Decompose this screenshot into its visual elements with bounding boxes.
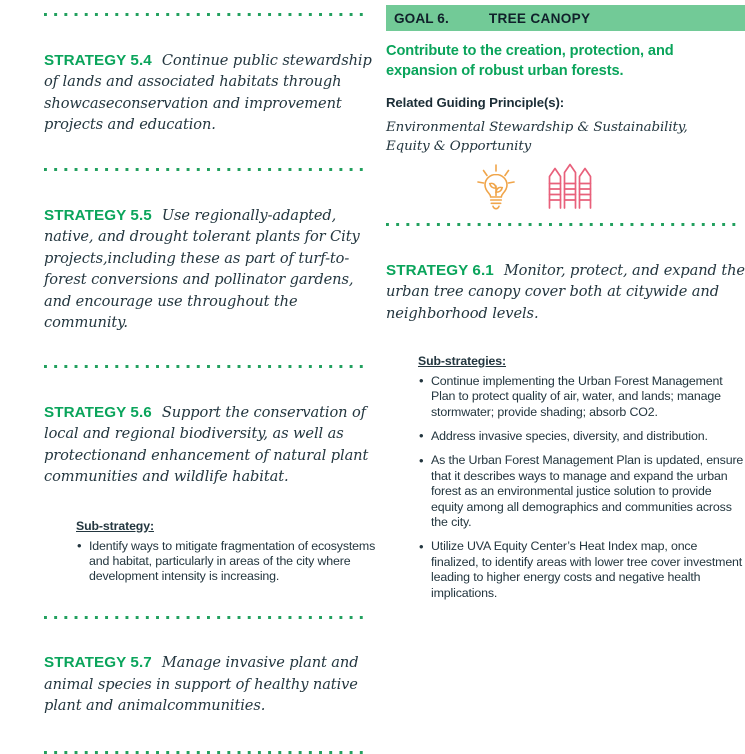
list-item-text: Identify ways to mitigate fragmentation of ecosystems and habitat, particularly in areas of the city where development intensity is increasing. — [89, 538, 376, 584]
sub-strategy-list-5-6 — [76, 539, 376, 585]
list-item-text: Continue implementing the Urban Forest Management Plan to protect quality of air, water, and lands; manage stormwater; provide shading; absorb CO2. — [431, 373, 723, 419]
equity-bars-icon — [541, 162, 599, 215]
strategy-block-5-6 — [44, 402, 376, 585]
bullet-icon: • — [419, 428, 424, 444]
sub-strategy-section-5-6 — [44, 519, 376, 585]
guiding-principle-icons — [386, 165, 686, 215]
strategy-text-5-5 — [44, 205, 376, 334]
strategy-description-5-4: Continue public stewardship of lands and associated habitats through showcaseconservation and improvement projects and education. — [44, 51, 372, 134]
related-guiding-principles-heading: Related Guiding Principle(s): — [386, 95, 565, 110]
strategy-label-5-4: STRATEGY 5.4 — [44, 51, 152, 69]
related-guiding-principles-value: Environmental Stewardship & Sustainability, Equity & Opportunity — [386, 120, 688, 154]
left-column — [44, 0, 376, 754]
list-item-text: Utilize UVA Equity Center’s Heat Index map, once finalized, to identify areas with lower tree cover investment leading to higher energy costs and negative health implications. — [431, 539, 743, 600]
strategy-block-5-4 — [44, 50, 376, 136]
bullet-icon: • — [419, 452, 424, 468]
bullet-icon: • — [419, 373, 424, 389]
strategy-text-5-6 — [44, 402, 376, 488]
right-column — [386, 0, 745, 601]
strategy-text-5-7 — [44, 652, 376, 717]
strategy-description-5-5: Use regionally-adapted, native, and drought tolerant plants for City projects,including these as part of turf-to-forest conversions and pollinator gardens, and encourage use throughout the community. — [44, 206, 360, 332]
strategy-label-5-7: STRATEGY 5.7 — [44, 654, 152, 672]
strategy-block-5-7 — [44, 652, 376, 717]
goal-name: TREE CANOPY — [488, 10, 591, 26]
sub-strategy-section-6-1 — [386, 354, 745, 601]
list-item — [418, 453, 745, 530]
strategy-description-5-6: Support the conservation of local and regional biodiversity, as well as protectionand enhancement of natural plant communities and wildlife habitat. — [44, 403, 369, 486]
list-item-text: Address invasive species, diversity, and distribution. — [431, 428, 708, 443]
bullet-icon: • — [77, 538, 82, 554]
goal-number: GOAL 6. — [394, 10, 449, 26]
list-item — [418, 374, 745, 420]
strategy-description-6-1: Monitor, protect, and expand the urban tree canopy cover both at citywide and neighborhood levels. — [386, 261, 745, 322]
strategy-description-5-7: Manage invasive plant and animal species in support of healthy native plant and animalcommunities. — [44, 654, 359, 715]
strategy-label-6-1: STRATEGY 6.1 — [386, 261, 494, 279]
sub-strategy-heading-5-6: Sub-strategy: — [76, 518, 154, 533]
strategy-text-5-4 — [44, 50, 376, 136]
list-item — [418, 539, 745, 601]
strategy-label-5-5: STRATEGY 5.5 — [44, 206, 152, 224]
strategy-block-6-1 — [386, 260, 745, 601]
goal-statement: Contribute to the creation, protection, and expansion of robust urban forests. — [386, 43, 674, 79]
strategy-label-5-6: STRATEGY 5.6 — [44, 403, 152, 421]
bullet-icon: • — [419, 538, 424, 554]
list-item — [76, 539, 376, 585]
lightbulb-leaf-icon — [473, 162, 519, 215]
list-item — [418, 429, 745, 444]
sub-strategies-heading-6-1: Sub-strategies: — [418, 353, 507, 368]
goal-header-band — [386, 5, 745, 31]
strategy-block-5-5 — [44, 205, 376, 334]
strategy-text-6-1 — [386, 260, 745, 325]
list-item-text: As the Urban Forest Management Plan is updated, ensure that it describes ways to manage and expand the urban forest as an environmental justice solution to provide equity among all demographics and communities across the city. — [431, 453, 744, 529]
